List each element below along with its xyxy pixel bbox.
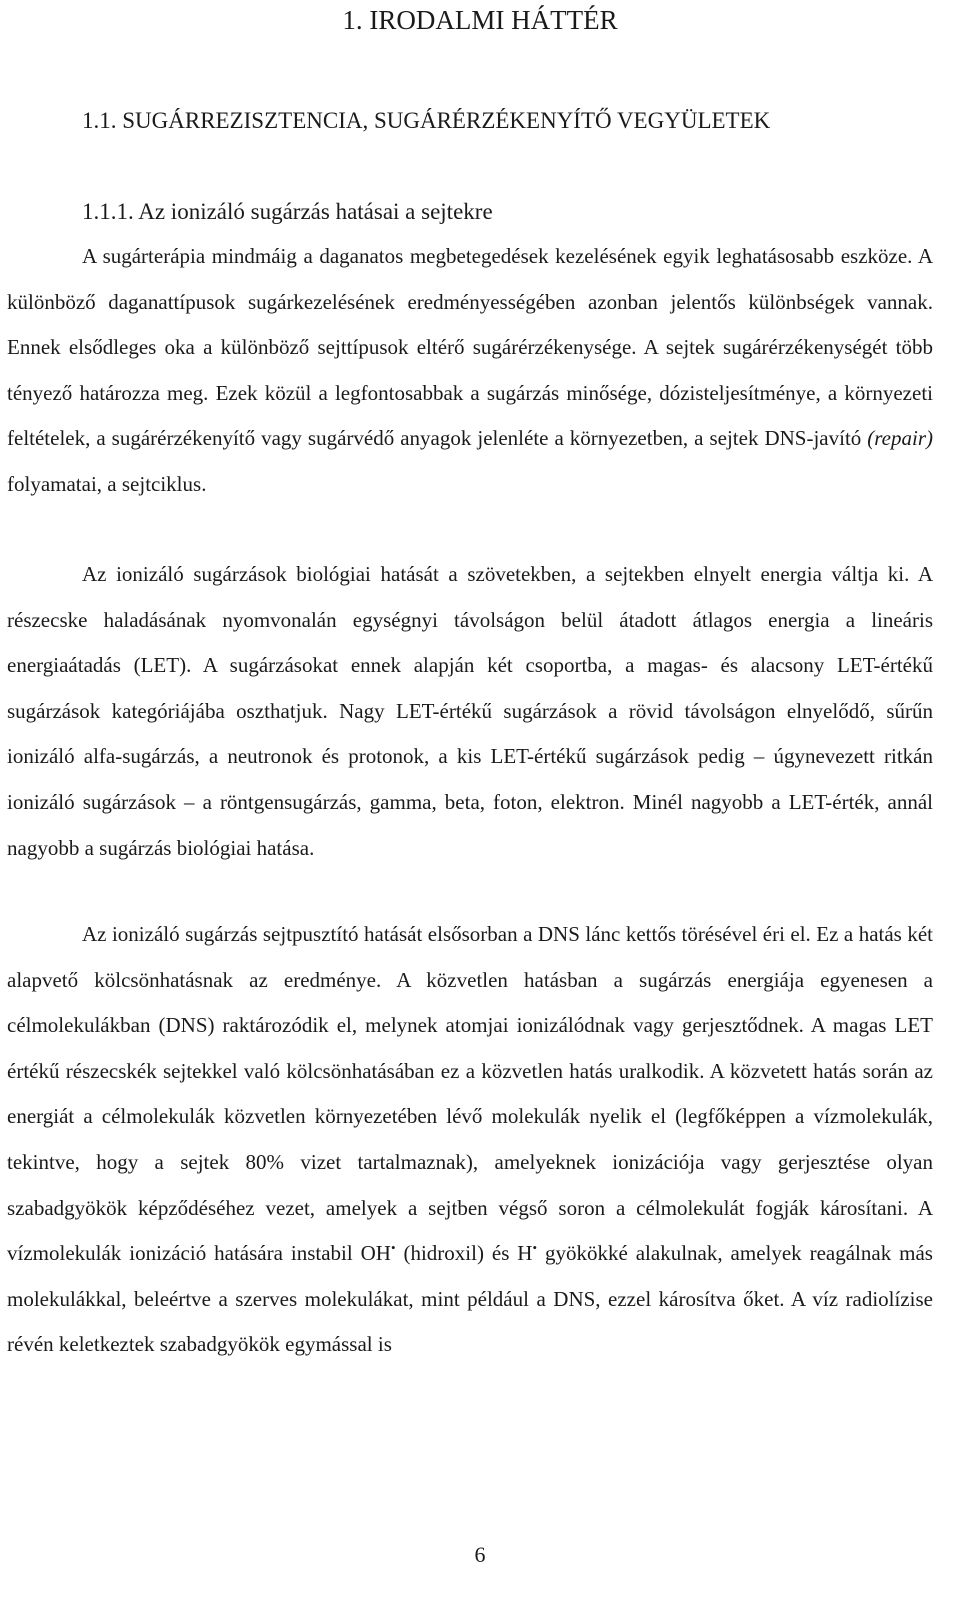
paragraph-text: A sugárterápia mindmáig a daganatos megbetegedések kezelésének egyik leghatásosabb eszköze. A különböző daganattípusok sugárkezelésének eredményességében azonban jelentős különbségek vannak. Ennek elsődleges oka a különböző sejttípusok eltérő sugárérzékenysége. A sejtek sugárérzékenységét több tényező határozza meg. Ezek közül a legfontosabbak a sugárzás minősége, dózisteljesítménye, a környezeti feltételek, a sugárérzékenyítő vagy sugárvédő anyagok jelenléte a környezetben, a sejtek DNS-javító <box>7 244 933 451</box>
paragraph-text: gyökökké alakulnak, amelyek reagálnak más molekulákkal, beleértve a szerves molekulákat, mint például a DNS, ezzel károsítva őket. A víz radiolízise révén keletkeztek szabadgyökök egymással is <box>7 1241 933 1357</box>
paragraph-let: Az ionizáló sugárzások biológiai hatását a szövetekben, a sejtekben elnyelt energia váltja ki. A részecske haladásának nyomvonalán egységnyi távolságon belül átadott átlagos energia a lineáris energiaátadás (LET). A sugárzásokat ennek alapján két csoportba, a magas- és alacsony LET-értékű sugárzások kategóriájába oszthatjuk. Nagy LET-értékű sugárzások a rövid távolságon elnyelődő, sűrűn ionizáló alfa-sugárzás, a neutronok és protonok, a kis LET-értékű sugárzások pedig – úgynevezett ritkán ionizáló sugárzások – a röntgensugárzás, gamma, beta, foton, elektron. Minél nagyobb a LET-érték, annál nagyobb a sugárzás biológiai hatása. <box>7 562 933 860</box>
paragraph-radiosensitivity <box>7 234 933 508</box>
section-heading: 1.1. SUGÁRREZISZTENCIA, SUGÁRÉRZÉKENYÍTŐ VEGYÜLETEK <box>82 108 771 133</box>
paragraph-text: (hidroxil) és H <box>395 1241 533 1266</box>
radical-dot-superscript: • <box>532 1240 538 1256</box>
italic-term: (repair) <box>867 426 933 451</box>
paragraph-dna-damage <box>7 912 933 1368</box>
chapter-title: 1. IRODALMI HÁTTÉR <box>342 5 618 35</box>
paragraph-text: folyamatai, a sejtciklus. <box>7 471 207 496</box>
subsection-heading: 1.1.1. Az ionizáló sugárzás hatásai a sejtekre <box>82 199 493 224</box>
page-number: 6 <box>474 1542 486 1567</box>
radical-dot-superscript: • <box>390 1240 396 1256</box>
paragraph-text: Az ionizáló sugárzás sejtpusztító hatását elsősorban a DNS lánc kettős törésével éri el. Ez a hatás két alapvető kölcsönhatásnak az eredménye. A közvetlen hatásban a sugárzás energiája egyenesen a célmolekulákban (DNS) raktározódik el, melynek atomjai ionizálódnak vagy gerjesztődnek. A magas LET értékű részecskék sejtekkel való kölcsönhatásában ez a közvetlen hatás uralkodik. A közvetett hatás során az energiát a célmolekulák közvetlen környezetében lévő molekulák nyelik el (legfőképpen a vízmolekulák, tekintve, hogy a sejtek 80% vizet tartalmaznak), amelyeknek ionizációja vagy gerjesztése olyan szabadgyökök képződéséhez vezet, amelyek a sejtben végső soron a célmolekulát fogják károsítani. A vízmolekulák ionizáció hatására instabil OH <box>7 922 933 1266</box>
